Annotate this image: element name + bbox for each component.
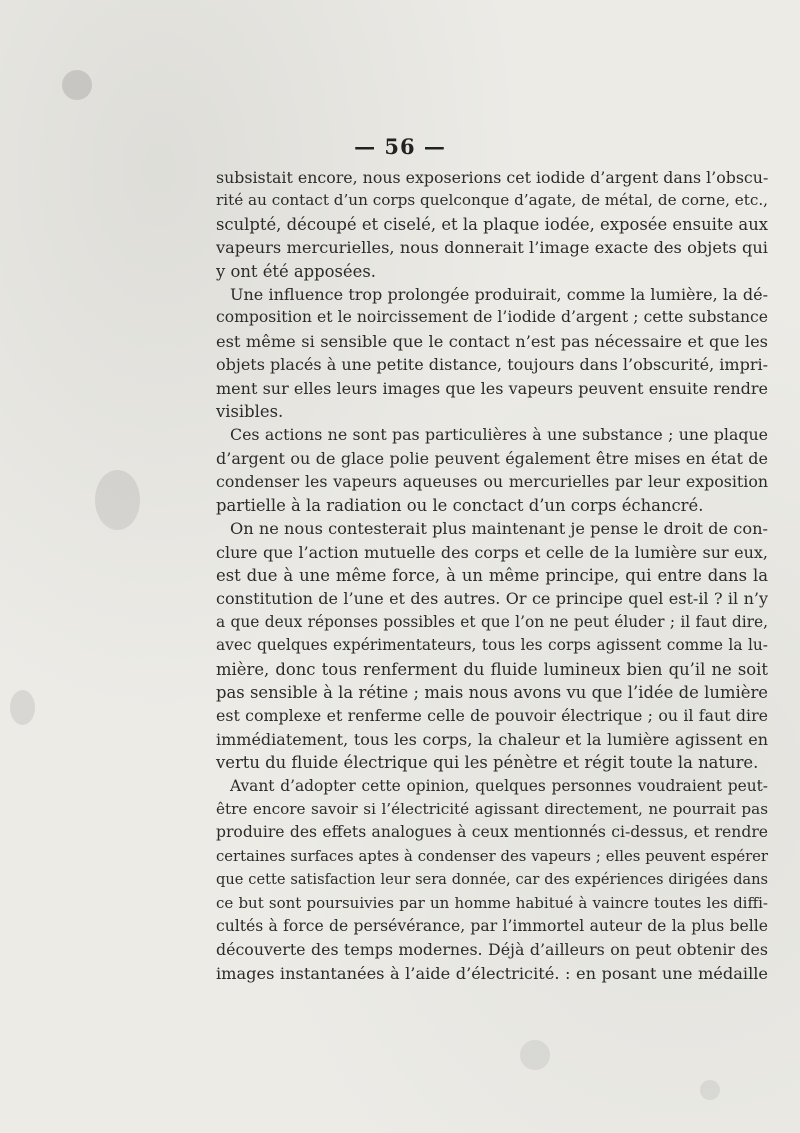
text-line: que cette satisfaction leur sera donnée, car des expériences dirigées dans	[216, 871, 768, 889]
text-line: est due à une même force, à un même principe, qui entre dans la	[216, 565, 768, 585]
text-line: découverte des temps modernes. Déjà d’ailleurs on peut obtenir des	[216, 940, 768, 960]
text-line: Avant d’adopter cette opinion, quelques personnes voudraient peut-	[230, 776, 768, 795]
text-line: Ces actions ne sont pas particulières à une substance ; une plaque	[230, 425, 768, 445]
text-line: produire des effets analogues à ceux mentionnés ci-dessus, et rendre	[216, 823, 768, 842]
text-line: a que deux réponses possibles et que l’on ne peut éluder ; il faut dire,	[216, 612, 768, 631]
body-text	[216, 166, 768, 985]
paper-stain	[520, 1040, 550, 1070]
paper-stain	[62, 70, 92, 100]
text-line: subsistait encore, nous exposerions cet iodide d’argent dans l’obscu-	[216, 168, 769, 187]
text-line: composition et le noircissement de l’iodide d’argent ; cette substance	[216, 308, 768, 327]
text-line: objets placés à une petite distance, toujours dans l’obscurité, impri-	[216, 355, 768, 375]
text-line: On ne nous contesterait plus maintenant je pense le droit de con-	[230, 519, 768, 539]
text-line: y ont été apposées.	[216, 261, 376, 281]
text-line: Une influence trop prolongée produirait, comme la lumière, la dé-	[230, 285, 768, 305]
text-line: rité au contact d’un corps quelconque d’agate, de métal, de corne, etc.,	[216, 191, 768, 210]
text-line: sculpté, découpé et ciselé, et la plaque iodée, exposée ensuite aux	[216, 214, 768, 234]
paper-stain	[95, 470, 140, 530]
paper-stain	[700, 1080, 720, 1100]
text-line: images instantanées à l’aide d’électricité. : en posant une médaille	[216, 963, 768, 983]
text-line: cultés à force de persévérance, par l’immortel auteur de la plus belle	[216, 917, 768, 935]
text-line: pas sensible à la rétine ; mais nous avons vu que l’idée de lumière	[216, 682, 768, 702]
text-line: mière, donc tous renferment du fluide lumineux bien qu’il ne soit	[216, 659, 768, 679]
text-line: clure que l’action mutuelle des corps et celle de la lumière sur eux,	[216, 542, 768, 562]
text-line: vertu du fluide électrique qui les pénètre et régit toute la nature.	[216, 753, 759, 773]
text-line: partielle à la radiation ou le conctact d’un corps échancré.	[216, 495, 704, 515]
text-line: est complexe et renferme celle de pouvoir électrique ; ou il faut dire	[216, 706, 768, 726]
page-number: — 56 —	[354, 134, 446, 159]
text-line: constitution de l’une et des autres. Or ce principe quel est-il ? il n’y	[216, 589, 768, 609]
text-line: ment sur elles leurs images que les vapeurs peuvent ensuite rendre	[216, 378, 768, 398]
text-line: d’argent ou de glace polie peuvent également être mises en état de	[216, 448, 768, 468]
text-line: condenser les vapeurs aqueuses ou mercurielles par leur exposition	[216, 472, 768, 492]
text-line: être encore savoir si l’électricité agissant directement, ne pourrait pas	[216, 799, 768, 818]
text-line: immédiatement, tous les corps, la chaleur et la lumière agissent en	[216, 729, 768, 749]
text-line: certaines surfaces aptes à condenser des vapeurs ; elles peuvent espérer	[216, 847, 768, 865]
text-line: avec quelques expérimentateurs, tous les corps agissent comme la lu-	[216, 636, 768, 655]
paper-stain	[10, 690, 35, 725]
text-line: visibles.	[216, 402, 284, 422]
text-line: vapeurs mercurielles, nous donnerait l’image exacte des objets qui	[216, 238, 768, 258]
text-line: est même si sensible que le contact n’est pas nécessaire et que les	[216, 331, 768, 351]
text-line: ce but sont poursuivies par un homme habitué à vaincre toutes les diffi-	[216, 893, 768, 912]
